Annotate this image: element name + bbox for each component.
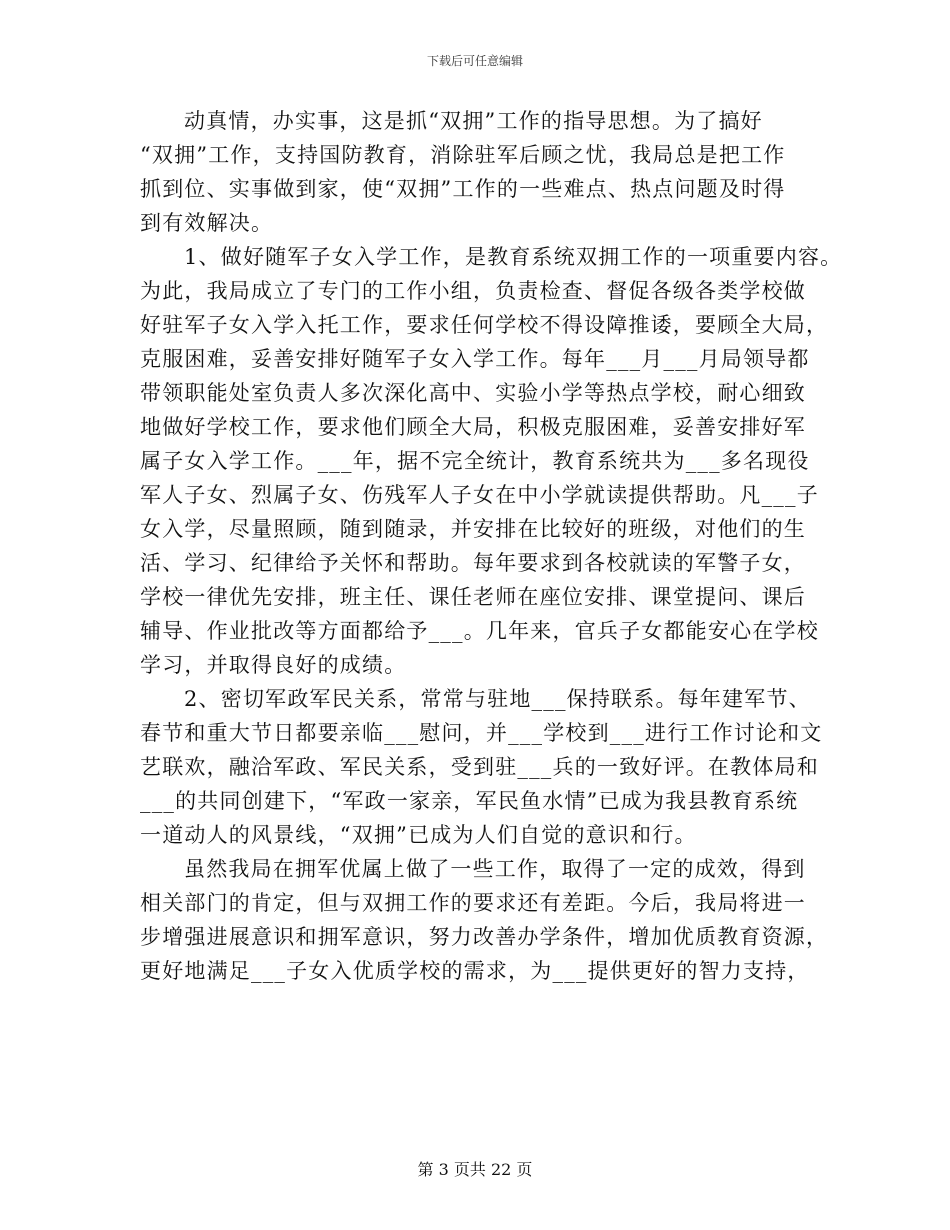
paragraph-line: 克服困难，妥善安排好随军子女入学工作。每年___月___月局领导都 (140, 347, 810, 371)
paragraph-line: 属子女入学工作。___年，据不完全统计，教育系统共为___多名现役 (140, 449, 810, 473)
paragraph-first-line: 1、做好随军子女入学工作，是教育系统双拥工作的一项重要内容。 (184, 245, 843, 269)
paragraph-line: 春节和重大节日都要亲临___慰问，并___学校到___进行工作讨论和文 (140, 721, 823, 745)
paragraph-line: 地做好学校工作，要求他们顾全大局，积极克服困难，妥善安排好军 (140, 415, 806, 439)
paragraph-line: 学校一律优先安排，班主任、课任老师在座位安排、课堂提问、课后 (140, 585, 806, 609)
paragraph-line: 活、学习、纪律给予关怀和帮助。每年要求到各校就读的军警子女， (140, 551, 806, 575)
paragraph-line: 到有效解决。 (140, 211, 274, 235)
page-footer: 第 3 页共 22 页 (417, 1160, 533, 1179)
paragraph-line: 相关部门的肯定，但与双拥工作的要求还有差距。今后，我局将进一 (140, 891, 806, 915)
paragraph-line: 为此，我局成立了专门的工作小组，负责检查、督促各级各类学校做 (140, 279, 806, 303)
paragraph-line: 更好地满足___子女入优质学校的需求，为___提供更好的智力支持， (140, 959, 810, 983)
paragraph-line: ___的共同创建下，“军政一家亲，军民鱼水情”已成为我县教育系统 (140, 789, 799, 813)
paragraph-line: 军人子女、烈属子女、伤残军人子女在中小学就读提供帮助。凡___子 (140, 483, 819, 507)
paragraph-line: “双拥”工作，支持国防教育，消除驻军后顾之忧，我局总是把工作 (140, 143, 786, 167)
paragraph-line: 一道动人的风景线，“双拥”已成为人们自觉的意识和行。 (140, 823, 697, 847)
paragraph-line: 抓到位、实事做到家，使“双拥”工作的一些难点、热点问题及时得 (140, 177, 786, 201)
paragraph-line: 步增强进展意识和拥军意识，努力改善办学条件，增加优质教育资源， (140, 925, 829, 949)
paragraph-line: 学习，并取得良好的成绩。 (140, 653, 407, 677)
paragraph-line: 女入学，尽量照顾，随到随录，并安排在比较好的班级，对他们的生 (140, 517, 806, 541)
paragraph-line: 带领职能处室负责人多次深化高中、实验小学等热点学校，耐心细致 (140, 381, 806, 405)
paragraph-first-line: 虽然我局在拥军优属上做了一些工作，取得了一定的成效，得到 (184, 857, 806, 881)
document-body (140, 104, 843, 988)
page-header: 下载后可任意编辑 (426, 54, 523, 68)
paragraph-first-line: 2、密切军政军民关系，常常与驻地___保持联系。每年建军节、 (184, 687, 811, 711)
paragraph-line: 辅导、作业批改等方面都给予___。几年来，官兵子女都能安心在学校 (140, 619, 819, 643)
paragraph-line: 好驻军子女入学入托工作，要求任何学校不得设障推诿，要顾全大局， (140, 313, 829, 337)
paragraph-first-line: 动真情，办实事，这是抓“双拥”工作的指导思想。为了搞好 (184, 109, 763, 133)
paragraph-line: 艺联欢，融洽军政、军民关系，受到驻___兵的一致好评。在教体局和 (140, 755, 819, 779)
